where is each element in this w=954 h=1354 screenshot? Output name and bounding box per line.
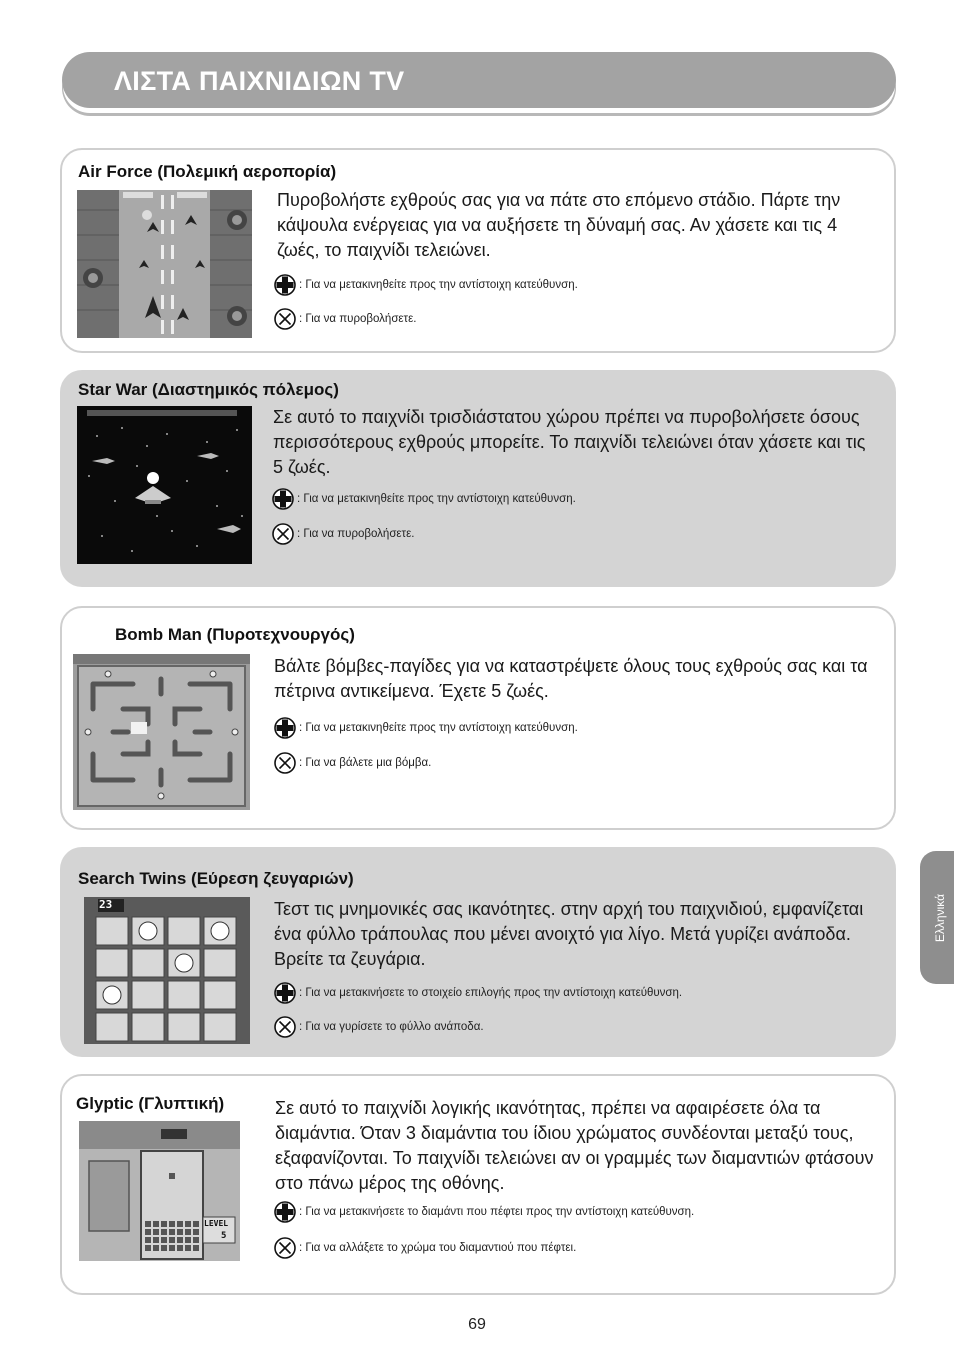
x-button-icon	[272, 523, 294, 545]
control-move	[272, 488, 576, 510]
language-tab-label: Ελληνικά	[933, 893, 947, 942]
game-description: Πυροβολήστε εχθρούς σας για να πάτε στο επόμενο στάδιο. Πάρτε την κάψουλα ενέργειας για να αυξήσετε τη δύναμή σας. Αν χάσετε και τις 4 ζωές, το παιχνίδι τελειώνει.	[277, 190, 841, 260]
x-button-icon	[274, 308, 296, 330]
control-move-text: : Για να μετακινηθείτε προς την αντίστοιχη κατεύθυνση.	[297, 493, 576, 505]
bomb-man-screenshot	[73, 654, 250, 810]
control-move-text: : Για να μετακινηθείτε προς την αντίστοιχη κατεύθυνση.	[299, 279, 578, 291]
control-move	[274, 717, 578, 739]
game-description: Τεστ τις μνημονικές σας ικανότητες. στην αρχή του παιχνιδιού, εμφανίζεται ένα φύλλο τράπουλας που μένει ανοιχτό για λίγο. Μετά γυρίζει ανάποδα. Βρείτε τα ζευγάρια.	[274, 899, 864, 969]
dpad-icon	[274, 1201, 296, 1223]
language-tab	[920, 851, 954, 984]
control-action-text: : Για να πυροβολήσετε.	[299, 313, 417, 325]
control-action	[274, 752, 431, 774]
game-title: Glyptic (Γλυπτική)	[76, 1094, 225, 1113]
dpad-icon	[274, 982, 296, 1004]
game-title: Bomb Man (Πυροτεχνουργός)	[115, 625, 355, 644]
glyptic-level-value: 5	[221, 1231, 227, 1241]
control-move-text: : Για να μετακινηθείτε προς την αντίστοιχη κατεύθυνση.	[299, 722, 578, 734]
control-action-text: : Για να αλλάξετε το χρώμα του διαμαντιού που πέφτει.	[299, 1242, 577, 1254]
x-button-icon	[274, 752, 296, 774]
control-action	[274, 1016, 484, 1038]
control-move	[274, 982, 682, 1004]
air-force-screenshot	[77, 190, 252, 338]
game-title: Star War (Διαστημικός πόλεμος)	[78, 380, 339, 399]
glyptic-level-label: LEVEL	[204, 1219, 229, 1228]
control-action	[272, 523, 414, 545]
dpad-icon	[272, 488, 294, 510]
page-number: 69	[468, 1316, 486, 1333]
star-war-screenshot	[77, 406, 252, 564]
control-move-text: : Για να μετακινήσετε το διαμάντι που πέφτει προς την αντίστοιχη κατεύθυνση.	[299, 1206, 695, 1218]
game-description: Βάλτε βόμβες-παγίδες για να καταστρέψετε όλους τους εχθρούς σας και τα πέτρινα αντικείμενα. Έχετε 5 ζωές.	[274, 656, 868, 701]
control-move	[274, 1201, 694, 1223]
page-title-bar	[62, 52, 896, 108]
game-description: Σε αυτό το παιχνίδι τρισδιάστατου χώρου πρέπει να πυροβολήσετε όσους περισσότερους εχθρούς μπορείτε. Το παιχνίδι τελειώνει όταν χάσετε και τις 5 ζωές.	[273, 407, 866, 477]
game-description: Σε αυτό το παιχνίδι λογικής ικανότητας, πρέπει να αφαιρέσετε όλα τα διαμάντια. Όταν 3 διαμάντια του ίδιου χρώματος συνδέονται μεταξύ τους, εξαφανίζονται. Το παιχνίδι τελειώνει αν οι γραμμές των διαμαντιών φτάσουν στο πάνω μέρος της οθόνης.	[275, 1098, 874, 1193]
control-action-text: : Για να βάλετε μια βόμβα.	[299, 757, 432, 769]
x-button-icon	[274, 1016, 296, 1038]
control-action-text: : Για να πυροβολήσετε.	[297, 528, 415, 540]
glyptic-screenshot	[79, 1121, 240, 1261]
control-action	[274, 308, 416, 330]
game-title: Air Force (Πολεμική αεροπορία)	[78, 162, 337, 181]
control-action-text: : Για να γυρίσετε το φύλλο ανάποδα.	[299, 1021, 484, 1033]
dpad-icon	[274, 274, 296, 296]
search-twins-screenshot	[84, 897, 250, 1044]
page-title: ΛΙΣΤΑ ΠΑΙΧΝΙΔΙΩΝ TV	[114, 66, 405, 96]
control-move	[274, 274, 578, 296]
game-title: Search Twins (Εύρεση ζευγαριών)	[78, 869, 354, 888]
twins-counter: 23	[99, 898, 113, 911]
control-move-text: : Για να μετακινήσετε το στοιχείο επιλογής προς την αντίστοιχη κατεύθυνση.	[299, 987, 683, 999]
dpad-icon	[274, 717, 296, 739]
x-button-icon	[274, 1237, 296, 1259]
control-action	[274, 1237, 576, 1259]
